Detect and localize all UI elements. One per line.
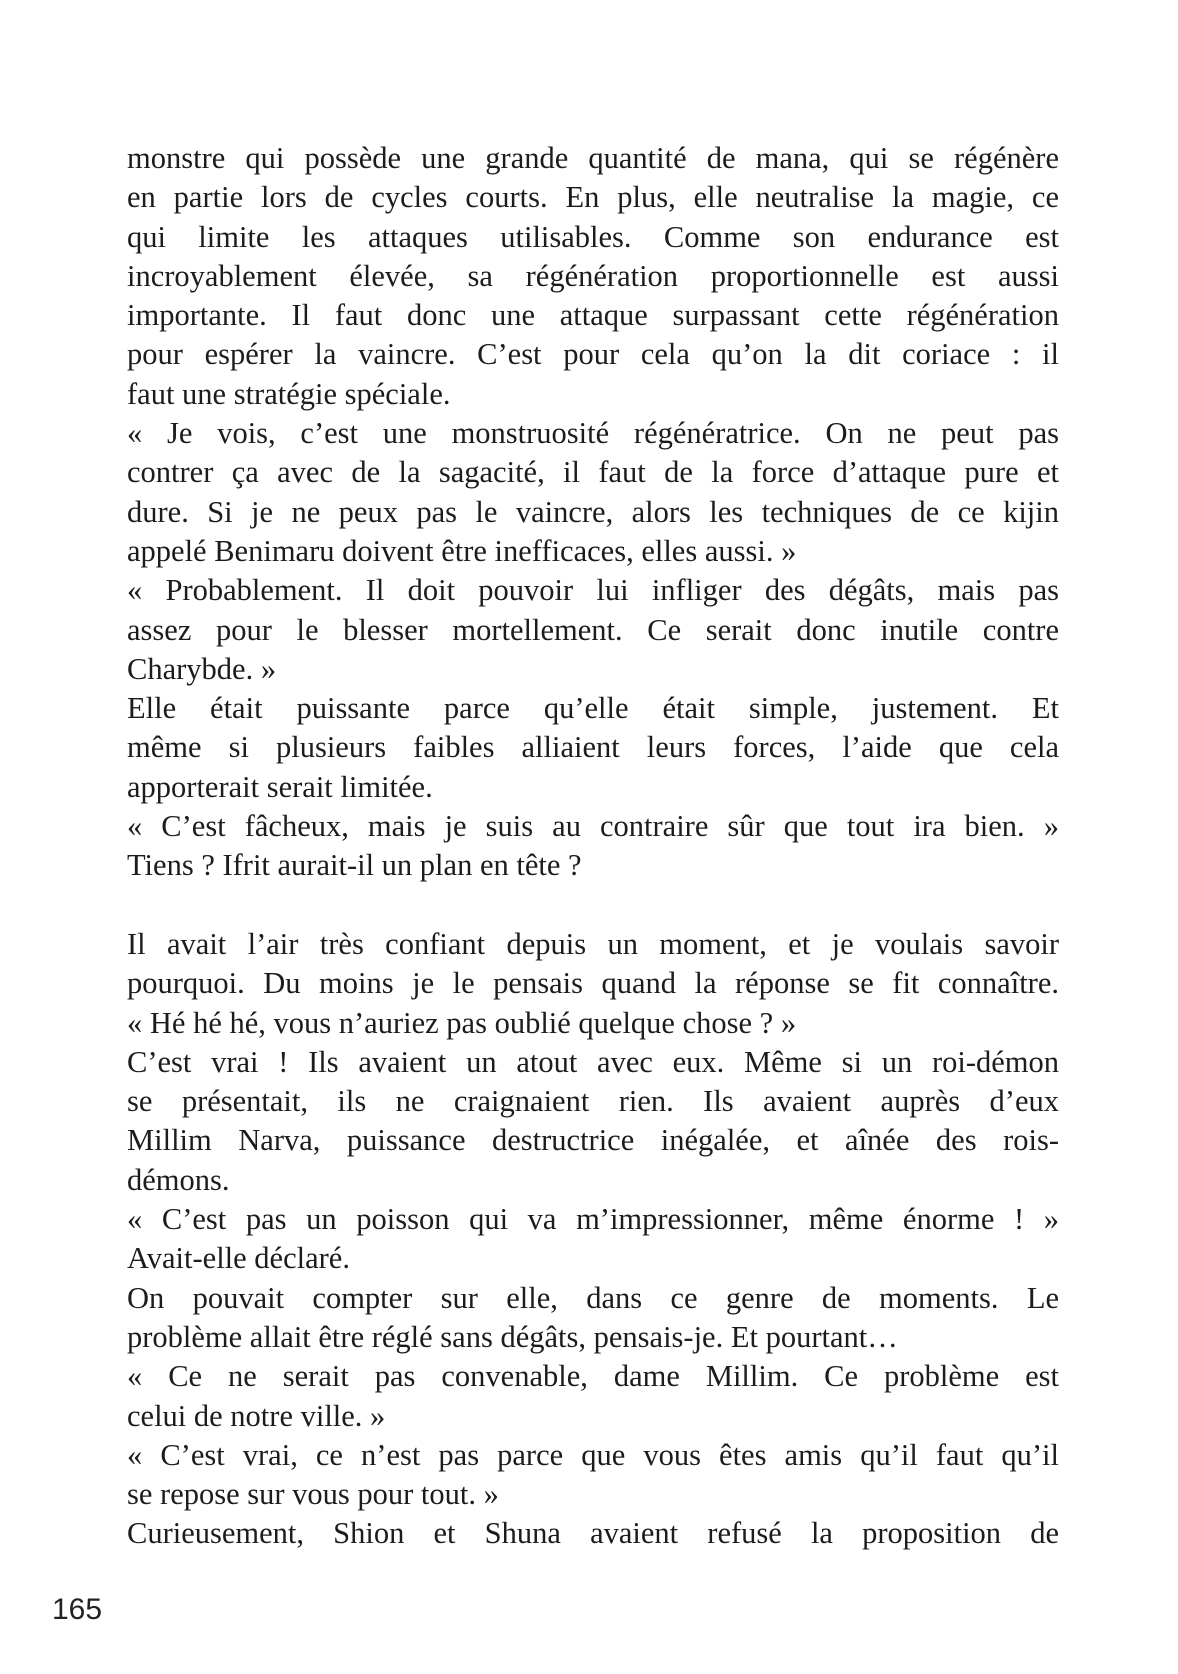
text-line: celui de notre ville. » (127, 1398, 386, 1433)
text-line: pour espérer la vaincre. C’est pour cela qu’on la dit coriace : il (127, 337, 1059, 372)
text-line: Curieusement, Shion et Shuna avaient refusé la proposition de (127, 1516, 1059, 1551)
text-line: Tiens ? Ifrit aurait-il un plan en tête ? (127, 848, 582, 883)
text-line: faut une stratégie spéciale. (127, 376, 451, 411)
text-line: se repose sur vous pour tout. » (127, 1477, 499, 1512)
text-line: On pouvait compter sur elle, dans ce genre de moments. Le (127, 1280, 1059, 1315)
text-line: Il avait l’air très confiant depuis un moment, et je voulais savoir (127, 926, 1059, 961)
text-line: incroyablement élevée, sa régénération proportionnelle est aussi (127, 258, 1059, 293)
text-line: dure. Si je ne peux pas le vaincre, alors les techniques de ce kijin (127, 494, 1059, 529)
text-line: importante. Il faut donc une attaque surpassant cette régénération (127, 298, 1059, 333)
text-line: « Hé hé hé, vous n’auriez pas oublié quelque chose ? » (127, 1005, 797, 1040)
text-line: démons. (127, 1162, 230, 1197)
page-number: 165 (52, 1593, 103, 1626)
text-line: « Je vois, c’est une monstruosité régénératrice. On ne peut pas (127, 416, 1059, 451)
text-line: « C’est vrai, ce n’est pas parce que vous êtes amis qu’il faut qu’il (127, 1437, 1059, 1472)
text-line: se présentait, ils ne craignaient rien. Ils avaient auprès d’eux (127, 1084, 1059, 1119)
text-line: contrer ça avec de la sagacité, il faut de la force d’attaque pure et (127, 455, 1059, 490)
text-line: monstre qui possède une grande quantité de mana, qui se régénère (127, 141, 1059, 175)
text-line: C’est vrai ! Ils avaient un atout avec eux. Même si un roi-démon (127, 1044, 1059, 1079)
text-line: pourquoi. Du moins je le pensais quand la réponse se fit connaître. (127, 966, 1059, 1001)
text-line: même si plusieurs faibles alliaient leurs forces, l’aide que cela (127, 730, 1059, 765)
text-line: « Probablement. Il doit pouvoir lui infliger des dégâts, mais pas (127, 573, 1059, 608)
text-line: « C’est pas un poisson qui va m’impressionner, même énorme ! » (127, 1202, 1059, 1237)
text-line: « Ce ne serait pas convenable, dame Millim. Ce problème est (127, 1359, 1059, 1394)
paragraph-spacer (127, 886, 1059, 925)
text-line: Avait-elle déclaré. (127, 1241, 350, 1276)
text-line: problème allait être réglé sans dégâts, pensais-je. Et pourtant… (127, 1319, 898, 1354)
text-line: appelé Benimaru doivent être inefficaces, elles aussi. » (127, 533, 797, 568)
text-line: assez pour le blesser mortellement. Ce serait donc inutile contre (127, 612, 1059, 647)
text-line: en partie lors de cycles courts. En plus, elle neutralise la magie, ce (127, 180, 1059, 215)
text-line: Charybde. » (127, 651, 277, 686)
page-text (127, 139, 1059, 1554)
text-line: Elle était puissante parce qu’elle était simple, justement. Et (127, 691, 1059, 726)
text-line: apporterait serait limitée. (127, 769, 433, 804)
text-line: « C’est fâcheux, mais je suis au contraire sûr que tout ira bien. » (127, 809, 1059, 844)
text-line: qui limite les attaques utilisables. Comme son endurance est (127, 219, 1059, 254)
text-line: Millim Narva, puissance destructrice inégalée, et aînée des rois- (127, 1123, 1059, 1158)
